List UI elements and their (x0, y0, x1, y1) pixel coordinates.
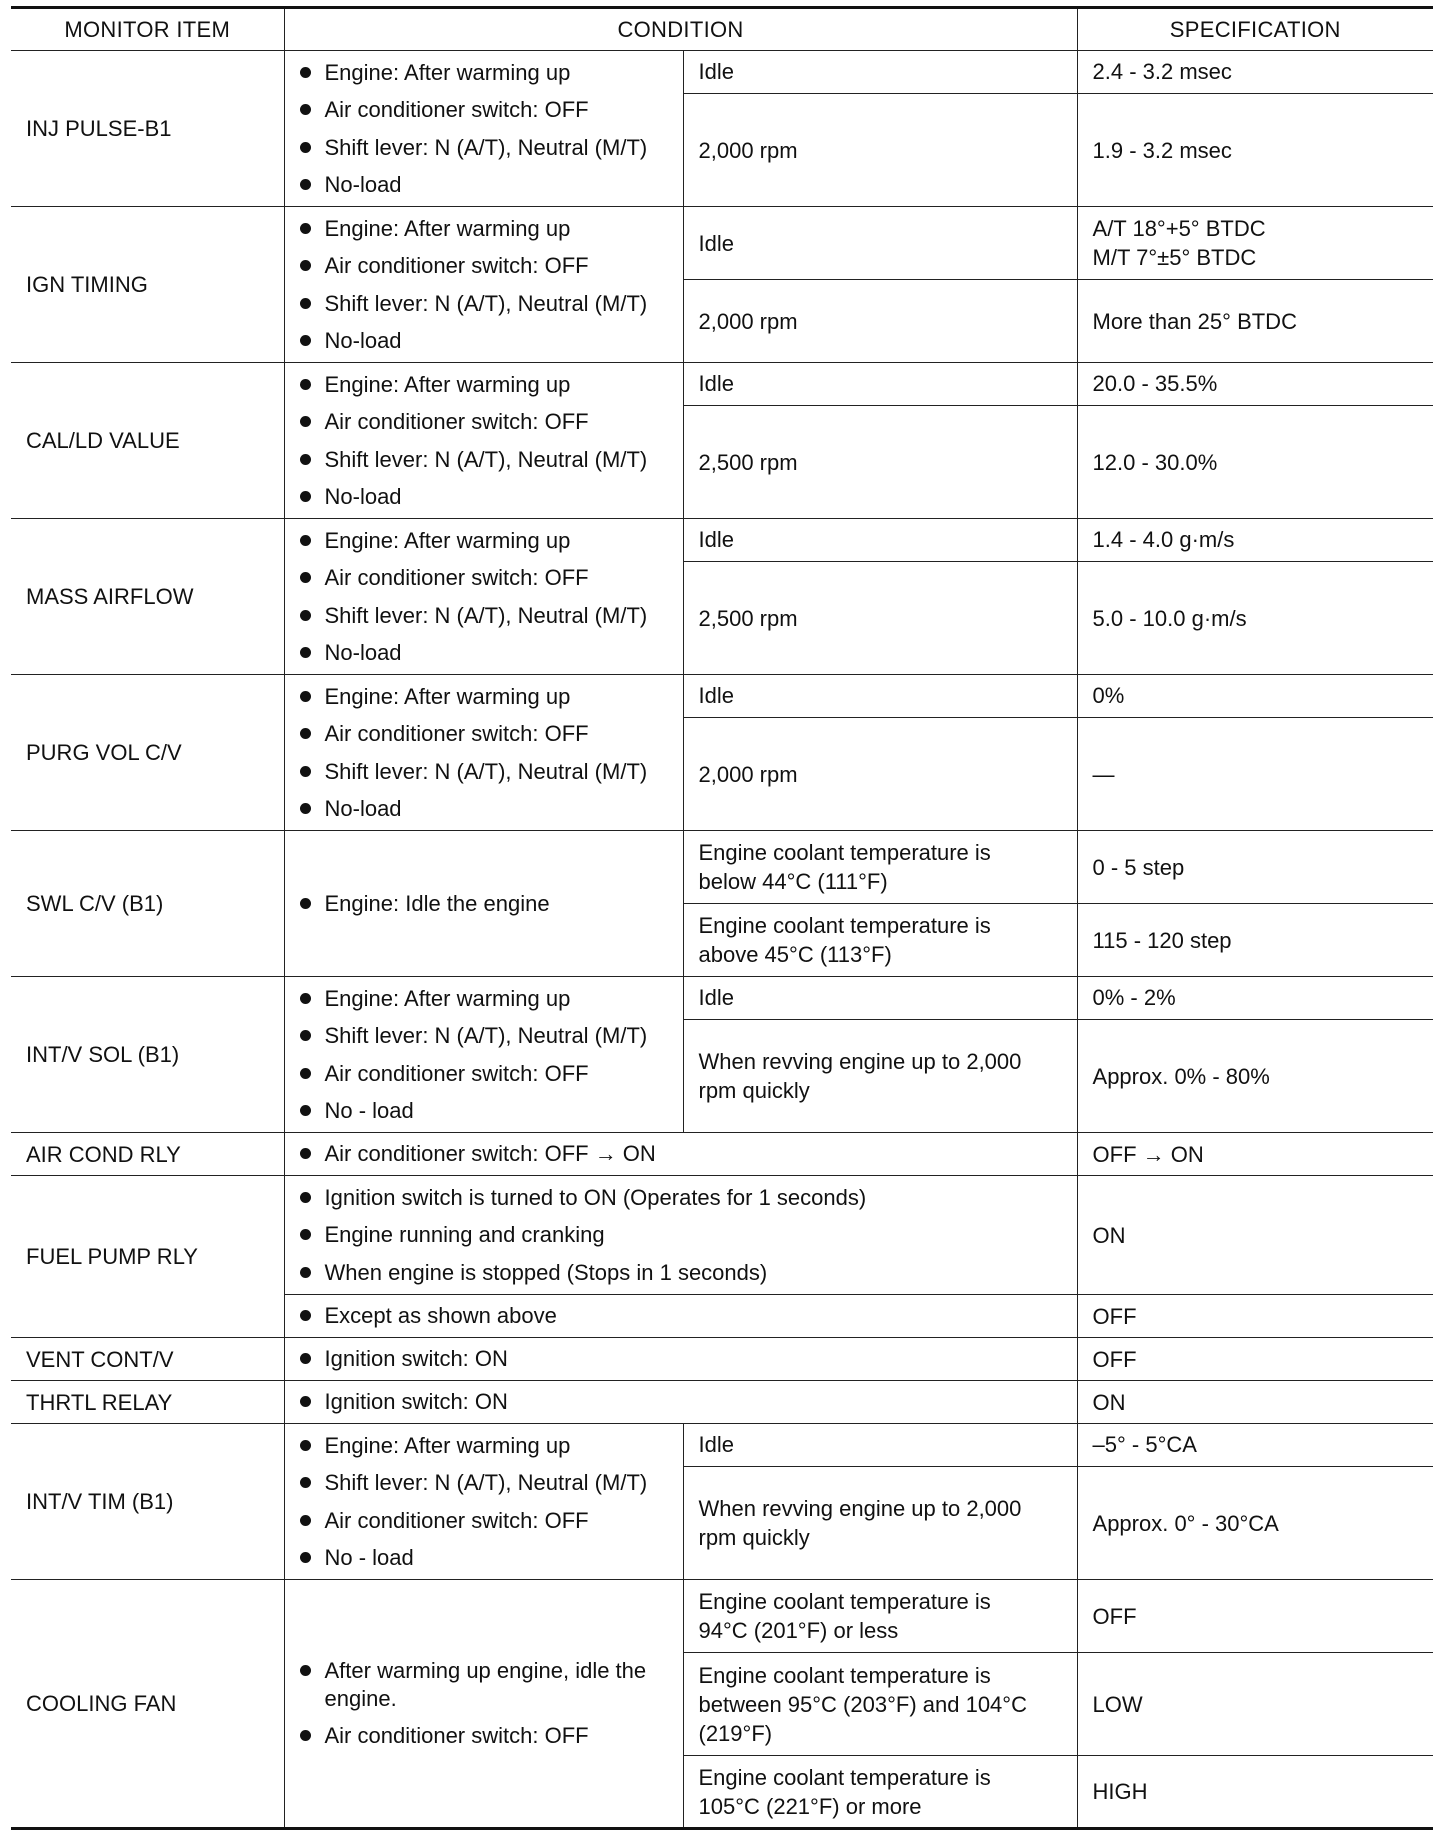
condition-line: Engine coolant temperature is (698, 913, 991, 938)
condition-bullet: Ignition switch: ON (300, 1383, 1077, 1421)
condition-list (284, 1381, 1077, 1424)
condition-bullet: Engine: After warming up (300, 980, 683, 1018)
specification: — (1077, 718, 1433, 831)
table-row (11, 1424, 1433, 1467)
specification: Approx. 0° - 30°CA (1077, 1467, 1433, 1580)
condition-bullet: No - load (300, 1092, 683, 1130)
table-row (11, 1338, 1433, 1381)
sub-condition: 2,000 rpm (683, 718, 1077, 831)
specification: OFF (1077, 1295, 1433, 1338)
condition-list (284, 363, 683, 519)
sub-condition (683, 1467, 1077, 1580)
specification: More than 25° BTDC (1077, 280, 1433, 363)
table-row (11, 519, 1433, 562)
condition-bullet: Engine: After warming up (300, 522, 683, 560)
specification: 2.4 - 3.2 msec (1077, 51, 1433, 94)
monitor-item: THRTL RELAY (11, 1381, 284, 1424)
sub-condition: 2,500 rpm (683, 562, 1077, 675)
specification: 20.0 - 35.5% (1077, 363, 1433, 406)
specification: 1.4 - 4.0 g·m/s (1077, 519, 1433, 562)
condition-bullet: When engine is stopped (Stops in 1 seconds) (300, 1254, 1077, 1292)
spec-line: M/T 7°±5° BTDC (1092, 245, 1257, 270)
header-row (11, 8, 1433, 51)
condition-bullet: Ignition switch: ON (300, 1340, 1077, 1378)
condition-bullet: Shift lever: N (A/T), Neutral (M/T) (300, 597, 683, 635)
condition-list (284, 675, 683, 831)
condition-bullet: Air conditioner switch: OFF (300, 1055, 683, 1093)
condition-line: (219°F) (698, 1720, 773, 1746)
monitor-item: INT/V SOL (B1) (11, 977, 284, 1133)
header-specification: SPECIFICATION (1077, 8, 1433, 51)
condition-list (284, 1580, 683, 1829)
sub-condition (683, 1653, 1077, 1756)
condition-bullet: Engine: After warming up (300, 366, 683, 404)
condition-line: between 95°C (203°F) and 104°C (698, 1691, 1027, 1717)
condition-bullet: Shift lever: N (A/T), Neutral (M/T) (300, 1017, 683, 1055)
condition-bullet: Engine: After warming up (300, 210, 683, 248)
table-row (11, 1580, 1433, 1653)
condition-bullet: No-load (300, 166, 683, 204)
condition-list (284, 51, 683, 207)
spec-line: A/T 18°+5° BTDC (1092, 216, 1266, 241)
condition-bullet: Air conditioner switch: OFF (300, 91, 683, 129)
condition-bullet: No-load (300, 790, 683, 828)
condition-bullet: Air conditioner switch: OFF (300, 559, 683, 597)
condition-line: When revving engine up to 2,000 (698, 1496, 1022, 1521)
specification: OFF (1077, 1580, 1433, 1653)
condition-list (284, 1424, 683, 1580)
condition-bullet: Shift lever: N (A/T), Neutral (M/T) (300, 285, 683, 323)
condition-bullet: Shift lever: N (A/T), Neutral (M/T) (300, 441, 683, 479)
sub-condition (683, 1020, 1077, 1133)
monitor-item: FUEL PUMP RLY (11, 1176, 284, 1338)
condition-line: 105°C (221°F) or more (698, 1793, 922, 1819)
condition-list (284, 1338, 1077, 1381)
specification: –5° - 5°CA (1077, 1424, 1433, 1467)
condition-list (284, 1133, 1077, 1176)
condition-bullet: No-load (300, 478, 683, 516)
condition-list (284, 831, 683, 977)
condition-bullet: No-load (300, 634, 683, 672)
monitor-spec-table (11, 6, 1433, 1830)
monitor-item: AIR COND RLY (11, 1133, 284, 1176)
condition-bullet: Engine: After warming up (300, 1427, 683, 1465)
specification: Approx. 0% - 80% (1077, 1020, 1433, 1133)
sub-condition: Idle (683, 363, 1077, 406)
table-row (11, 363, 1433, 406)
specification: OFF (1077, 1338, 1433, 1381)
sub-condition (683, 1756, 1077, 1829)
specification: 5.0 - 10.0 g·m/s (1077, 562, 1433, 675)
monitor-item: CAL/LD VALUE (11, 363, 284, 519)
condition-bullet: Air conditioner switch: OFF (300, 1717, 683, 1755)
sub-condition: Idle (683, 675, 1077, 718)
table-row (11, 51, 1433, 94)
monitor-item: PURG VOL C/V (11, 675, 284, 831)
condition-bullet: Air conditioner switch: OFF (300, 1502, 683, 1540)
condition-bullet: Except as shown above (300, 1297, 1077, 1335)
specification: ON (1077, 1176, 1433, 1295)
condition-bullet: Engine: After warming up (300, 678, 683, 716)
condition-line: Engine coolant temperature is (698, 1764, 991, 1790)
condition-bullet: Air conditioner switch: OFF → ON (300, 1135, 1077, 1173)
sub-condition: Idle (683, 207, 1077, 280)
sub-condition: Idle (683, 51, 1077, 94)
condition-line: rpm quickly (698, 1525, 810, 1550)
condition-line: Engine coolant temperature is (698, 1662, 991, 1688)
condition-bullet: Engine: Idle the engine (300, 885, 683, 923)
sub-condition: Idle (683, 1424, 1077, 1467)
specification: 0% (1077, 675, 1433, 718)
condition-bullet: Ignition switch is turned to ON (Operates for 1 seconds) (300, 1179, 1077, 1217)
condition-line: Engine coolant temperature is (698, 840, 991, 865)
condition-list (284, 977, 683, 1133)
specification: ON (1077, 1381, 1433, 1424)
sub-condition: 2,000 rpm (683, 280, 1077, 363)
sub-condition (683, 904, 1077, 977)
monitor-item: INJ PULSE-B1 (11, 51, 284, 207)
condition-bullet: Engine running and cranking (300, 1216, 1077, 1254)
condition-line: 94°C (201°F) or less (698, 1618, 899, 1643)
specification: 1.9 - 3.2 msec (1077, 94, 1433, 207)
condition-list (284, 519, 683, 675)
specification: HIGH (1077, 1756, 1433, 1829)
specification: LOW (1077, 1653, 1433, 1756)
specification: 0% - 2% (1077, 977, 1433, 1020)
sub-condition: 2,500 rpm (683, 406, 1077, 519)
header-condition: CONDITION (284, 8, 1077, 51)
condition-bullet: Shift lever: N (A/T), Neutral (M/T) (300, 753, 683, 791)
monitor-item: SWL C/V (B1) (11, 831, 284, 977)
table-row (11, 1176, 1433, 1295)
monitor-item: COOLING FAN (11, 1580, 284, 1829)
condition-bullet: Air conditioner switch: OFF (300, 403, 683, 441)
table-row (11, 675, 1433, 718)
table-row (11, 207, 1433, 280)
condition-bullet: Air conditioner switch: OFF (300, 715, 683, 753)
monitor-item: INT/V TIM (B1) (11, 1424, 284, 1580)
condition-bullet: No - load (300, 1539, 683, 1577)
sub-condition: 2,000 rpm (683, 94, 1077, 207)
monitor-item: IGN TIMING (11, 207, 284, 363)
condition-list (284, 1295, 1077, 1338)
condition-bullet: No-load (300, 322, 683, 360)
spec-table-wrapper (11, 6, 1433, 1830)
specification (1077, 207, 1433, 280)
table-row (11, 977, 1433, 1020)
sub-condition (683, 1580, 1077, 1653)
condition-line: Engine coolant temperature is (698, 1589, 991, 1614)
condition-bullet: Air conditioner switch: OFF (300, 247, 683, 285)
specification: 0 - 5 step (1077, 831, 1433, 904)
condition-bullet: Shift lever: N (A/T), Neutral (M/T) (300, 129, 683, 167)
table-row (11, 1381, 1433, 1424)
condition-line: rpm quickly (698, 1078, 810, 1103)
specification: 12.0 - 30.0% (1077, 406, 1433, 519)
condition-bullet: Shift lever: N (A/T), Neutral (M/T) (300, 1464, 683, 1502)
monitor-item: VENT CONT/V (11, 1338, 284, 1381)
condition-bullet: Engine: After warming up (300, 54, 683, 92)
condition-list (284, 1176, 1077, 1295)
table-row (11, 831, 1433, 904)
header-monitor-item: MONITOR ITEM (11, 8, 284, 51)
table-row (11, 1133, 1433, 1176)
monitor-item: MASS AIRFLOW (11, 519, 284, 675)
sub-condition (683, 831, 1077, 904)
specification: OFF → ON (1077, 1133, 1433, 1176)
condition-line: above 45°C (113°F) (698, 942, 892, 967)
sub-condition: Idle (683, 977, 1077, 1020)
condition-bullet: After warming up engine, idle the engine. (300, 1653, 683, 1717)
condition-list (284, 207, 683, 363)
sub-condition: Idle (683, 519, 1077, 562)
specification: 115 - 120 step (1077, 904, 1433, 977)
condition-line: When revving engine up to 2,000 (698, 1049, 1022, 1074)
condition-line: below 44°C (111°F) (698, 869, 888, 894)
